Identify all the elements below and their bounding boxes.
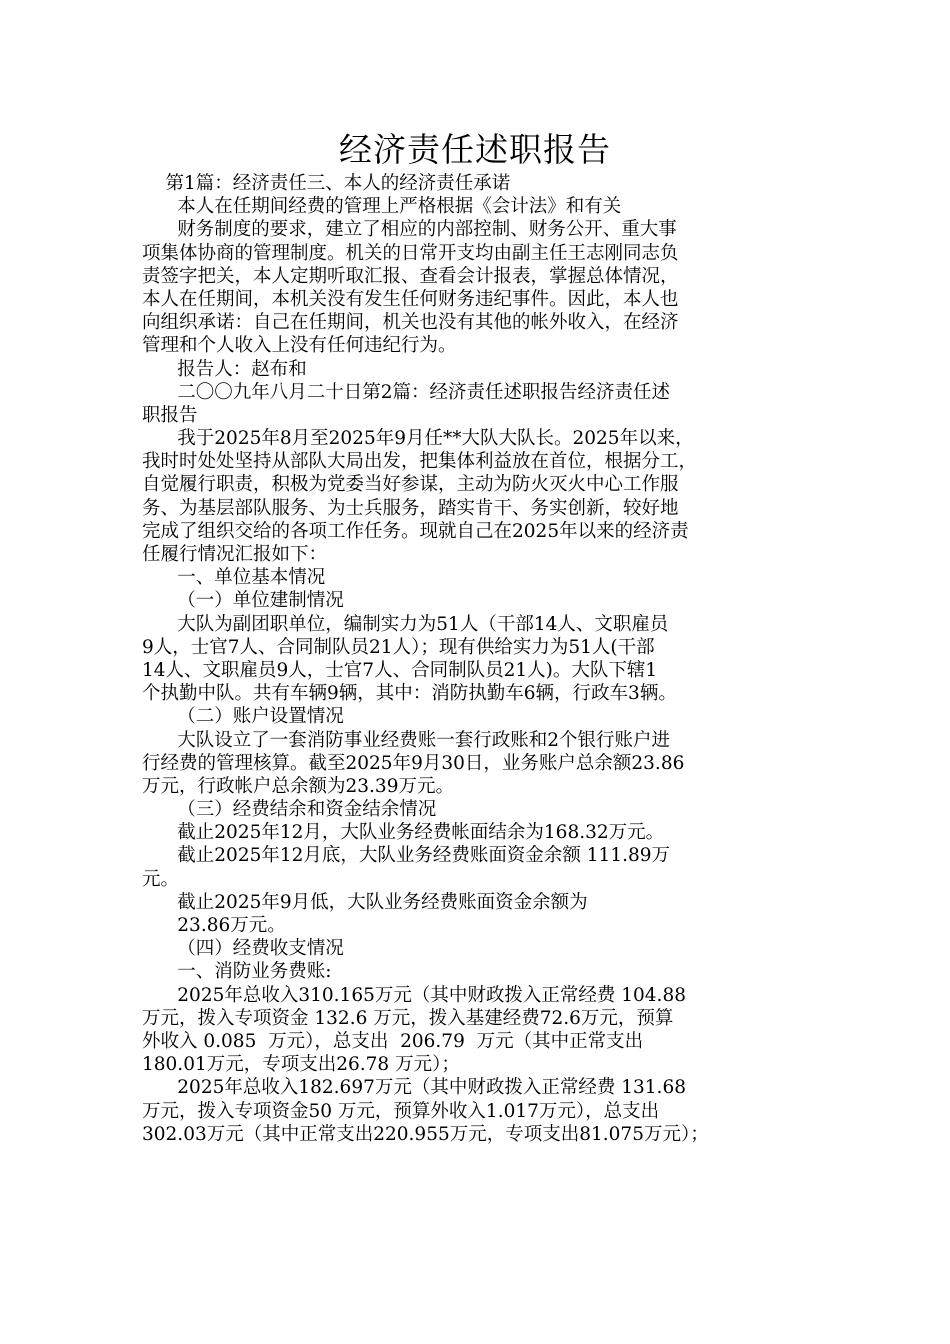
body-line: 14人、文职雇员9人，士官7人、合同制队员21人)。大队下辖1 xyxy=(142,659,658,681)
body-line: 23.86万元。 xyxy=(142,915,286,936)
body-line: 一、单位基本情况 xyxy=(142,567,326,589)
body-line: 元。 xyxy=(142,868,180,890)
document-body xyxy=(142,172,810,1146)
body-line: 一、消防业务费账: xyxy=(142,961,332,983)
body-line: 务、为基层部队服务、为士兵服务，踏实肯干、务实创新，较好地 xyxy=(142,497,679,519)
body-line: （四）经费收支情况 xyxy=(142,938,344,960)
body-line: 管理和个人收入上没有任何违纪行为。 xyxy=(142,335,457,357)
body-line: 大队设立了一套消防事业经费账一套行政账和2个银行账户进 xyxy=(142,729,671,751)
body-line: （一）单位建制情况 xyxy=(142,590,344,612)
body-line: 第1篇：经济责任三、本人的经济责任承诺 xyxy=(142,173,511,194)
body-line: 向组织承诺：自己在任期间，机关也没有其他的帐外收入，在经济 xyxy=(142,312,679,334)
body-line: 外收入 0.085 万元），总支出 206.79 万元（其中正常支出 xyxy=(142,1030,644,1052)
body-line: 截止2025年9月低，大队业务经费账面资金余额为 xyxy=(142,891,588,913)
body-line: 万元，拨入专项资金50 万元，预算外收入1.017万元），总支出 xyxy=(142,1100,660,1122)
body-line: 我于2025年8月至2025年9月任**大队大队长。2025年以来， xyxy=(142,428,694,450)
body-line: 我时时处处坚持从部队大局出发，把集体利益放在首位，根据分工， xyxy=(142,451,698,473)
body-line: 2025年总收入182.697万元（其中财政拨入正常经费 131.68 xyxy=(142,1077,686,1099)
body-line: （三）经费结余和资金结余情况 xyxy=(142,799,437,821)
body-line: 截止2025年12月底，大队业务经费账面资金余额 111.89万 xyxy=(142,845,671,867)
body-line: 2025年总收入310.165万元（其中财政拨入正常经费 104.88 xyxy=(142,984,686,1006)
body-line: 二〇〇九年八月二十日第2篇：经济责任述职报告经济责任述 xyxy=(142,381,671,403)
body-line: 9人，士官7人、合同制队员21人）；现有供给实力为51人(干部 xyxy=(142,636,655,658)
body-line: （二）账户设置情况 xyxy=(142,706,344,728)
body-line: 责签字把关，本人定期听取汇报、查看会计报表，掌握总体情况， xyxy=(142,265,679,287)
body-line: 个执勤中队。共有车辆9辆，其中：消防执勤车6辆，行政车3辆。 xyxy=(142,683,677,705)
body-line: 万元，行政帐户总余额为23.39万元。 xyxy=(142,775,454,797)
body-line: 大队为副团职单位，编制实力为51人（干部14人、文职雇员 xyxy=(142,613,669,635)
body-line: 万元，拨入专项资金 132.6 万元，拨入基建经费72.6万元，预算 xyxy=(142,1007,674,1029)
body-line: 行经费的管理核算。截至2025年9月30日，业务账户总余额23.86 xyxy=(142,752,685,774)
body-line: 自觉履行职责，积极为党委当好参谋，主动为防火灭火中心工作服 xyxy=(142,474,679,496)
body-line: 职报告 xyxy=(142,404,198,426)
body-line: 报告人：赵布和 xyxy=(142,358,307,380)
body-line: 180.01万元，专项支出26.78 万元）； xyxy=(142,1054,460,1076)
document-title: 经济责任述职报告 xyxy=(339,130,611,169)
body-line: 本人在任期间，本机关没有发生任何财务违纪事件。因此，本人也 xyxy=(142,288,679,310)
body-line: 本人在任期间经费的管理上严格根据《会计法》和有关 xyxy=(142,196,622,218)
body-line: 任履行情况汇报如下： xyxy=(142,544,328,565)
body-line: 302.03万元（其中正常支出220.955万元，专项支出81.075万元）； xyxy=(142,1123,709,1145)
body-line: 项集体协商的管理制度。机关的日常开支均由副主任王志刚同志负 xyxy=(142,242,679,264)
body-line: 截止2025年12月，大队业务经费帐面结余为168.32万元。 xyxy=(142,822,665,844)
body-line: 财务制度的要求，建立了相应的内部控制、财务公开、重大事 xyxy=(142,219,677,241)
body-line: 完成了组织交给的各项工作任务。现就自己在2025年以来的经济责 xyxy=(142,520,689,542)
